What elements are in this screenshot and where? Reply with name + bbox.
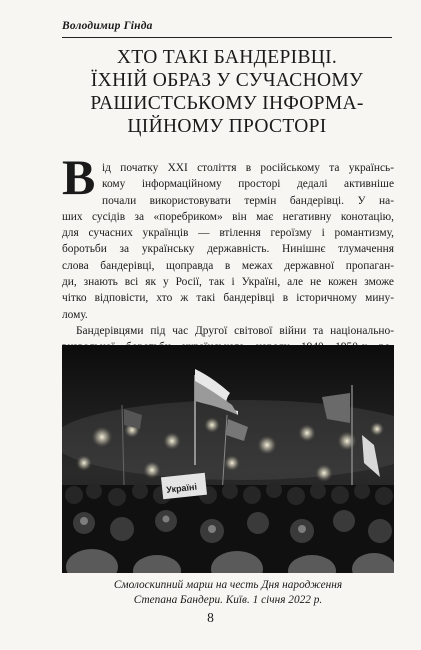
text-line: ших сусідів за «поребриком» він має негативну конотацію, — [62, 210, 394, 223]
text-line: боротьби за українську державність. Нинішнє тлумачення — [62, 243, 394, 256]
chapter-title — [62, 46, 392, 138]
page-number: 8 — [207, 610, 214, 625]
text-line: чітко відповісти, хто ж такі бандерівці в історичному мину- — [62, 292, 394, 305]
drop-cap: В — [62, 149, 96, 205]
text-line: ід початку XXI століття в російському та українсь- — [102, 162, 394, 174]
text-line: почали використовувати термін бандерівці. У на- — [102, 194, 394, 207]
text-line: ди, знають всі як у Росії, так і Україні, але не кожен зможе — [62, 276, 394, 289]
title-line: ЇХНІЙ ОБРАЗ У СУЧАСНОМУ — [90, 70, 364, 91]
title-line: ХТО ТАКІ БАНДЕРІВЦІ. — [116, 47, 338, 68]
caption-line: Степана Бандери. Київ. 1 січня 2022 р. — [133, 594, 323, 606]
text-line: для сучасних українців — втілення героїзму і романтизму, — [62, 227, 394, 240]
placard-text: Україні — [165, 481, 198, 495]
torchlight-march-photo — [62, 345, 394, 573]
caption-line: Смолоскипний марш на честь Дня народження — [113, 579, 343, 591]
text-line: лому. — [62, 308, 88, 321]
text-line: Бандерівцями під час Другої світової війни та національно- — [76, 324, 394, 337]
body-text — [62, 160, 394, 356]
title-line: ЦІЙНОМУ ПРОСТОРІ — [127, 116, 327, 137]
photo-caption — [62, 578, 394, 608]
header-rule — [62, 37, 392, 38]
text-line: слова бандерівці, щоправда в межах державної пропаган- — [62, 259, 394, 272]
title-line: РАШИСТСЬКОМУ ІНФОРМА- — [90, 93, 364, 114]
running-head-author: Володимир Гінда — [62, 20, 153, 32]
text-line: кому інформаційному просторі дедалі активніше — [102, 178, 394, 191]
